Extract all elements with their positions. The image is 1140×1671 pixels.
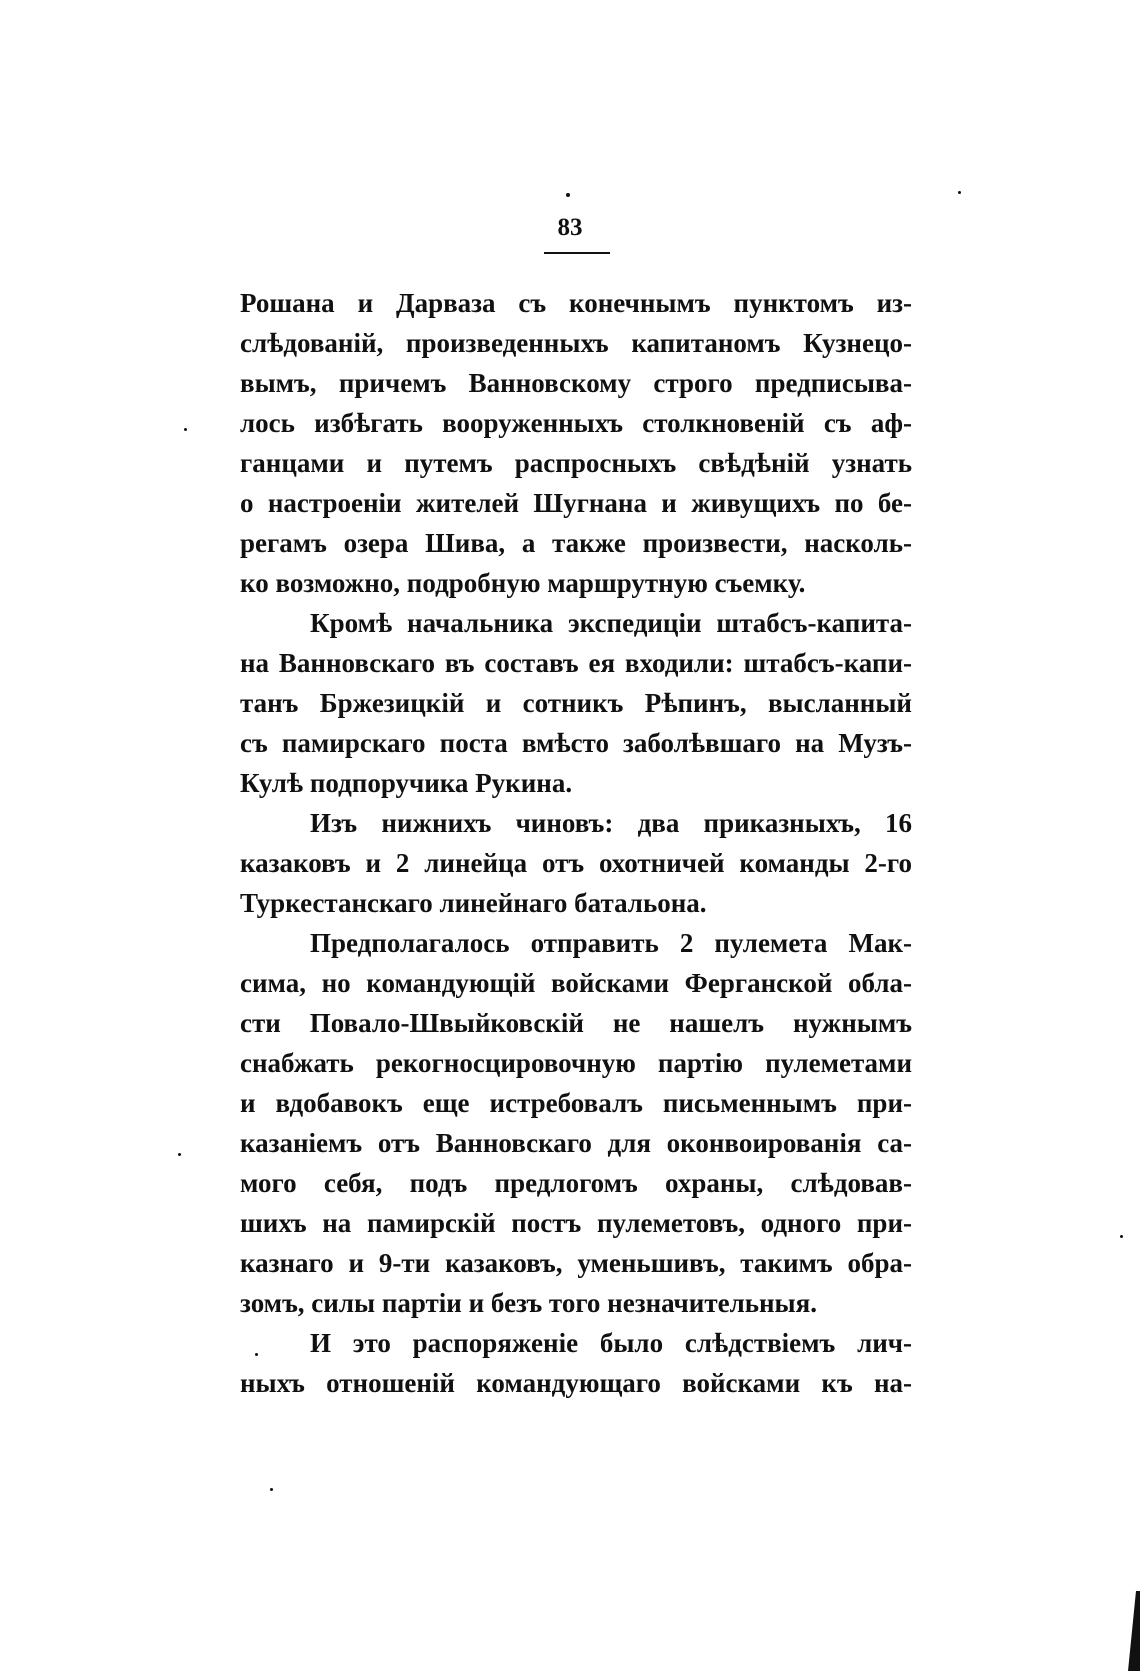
scan-speck <box>958 191 961 194</box>
text-line: И это распоряженіе было слѣдствіемъ лич- <box>310 1328 912 1358</box>
text-line: о настроеніи жителей Шугнана и живущихъ по бе- <box>240 488 912 518</box>
scan-speck <box>566 193 570 197</box>
text-line: ганцами и путемъ распросныхъ свѣдѣній узнать <box>240 448 912 478</box>
text-line: снабжать рекогносцировочную партію пулеметами <box>240 1048 912 1078</box>
page-edge-mark <box>1124 1591 1140 1671</box>
text-line: слѣдованій, произведенныхъ капитаномъ Кузнецо- <box>240 328 912 358</box>
text-line: сти Повало-Швыйковскій не нашелъ нужнымъ <box>240 1008 912 1038</box>
text-line: Кромѣ начальника экспедиціи штабсъ-капита- <box>310 608 912 638</box>
text-line: танъ Бржезицкій и сотникъ Рѣпинъ, высланный <box>240 688 912 718</box>
text-line: лось избѣгать вооруженныхъ столкновеній съ аф- <box>240 408 912 438</box>
paragraph <box>240 803 912 923</box>
text-line: Туркестанскаго линейнаго батальона. <box>240 888 707 918</box>
page-number-rule <box>544 252 610 254</box>
text-line: казаніемъ отъ Ванновскаго для оконвоированія са- <box>240 1128 912 1158</box>
text-line: ныхъ отношеній командующаго войсками къ на- <box>240 1368 912 1398</box>
paragraph <box>240 1323 912 1403</box>
paragraph <box>240 603 912 803</box>
scan-speck <box>255 1353 258 1356</box>
text-line: шихъ на памирскій постъ пулеметовъ, одного при- <box>240 1208 912 1238</box>
text-line: на Ванновскаго въ составъ ея входили: штабсъ-капи- <box>240 648 912 678</box>
body-text <box>240 283 912 1403</box>
scan-speck <box>270 1488 273 1491</box>
text-line: казаковъ и 2 линейца отъ охотничей команды 2-го <box>240 848 912 878</box>
page-number: 83 <box>557 214 583 241</box>
text-line: регамъ озера Шива, а также произвести, насколь- <box>240 528 912 558</box>
scan-speck <box>184 428 187 431</box>
text-line: ко возможно, подробную маршрутную съемку. <box>240 568 806 598</box>
paragraph <box>240 283 912 603</box>
text-line: Изъ нижнихъ чиновъ: два приказныхъ, 16 <box>310 808 912 838</box>
text-line: мого себя, подъ предлогомъ охраны, слѣдовав- <box>240 1168 912 1198</box>
scan-speck <box>1120 1235 1123 1238</box>
text-line: съ памирскаго поста вмѣсто заболѣвшаго на Музъ- <box>240 728 912 758</box>
text-line: и вдобавокъ еще истребовалъ письменнымъ при- <box>240 1088 912 1118</box>
text-line: вымъ, причемъ Ванновскому строго предписыва- <box>240 368 912 398</box>
text-line: Рошана и Дарваза съ конечнымъ пунктомъ из- <box>240 288 912 318</box>
text-line: казнаго и 9-ти казаковъ, уменьшивъ, такимъ обра- <box>240 1248 912 1278</box>
text-line: Предполагалось отправить 2 пулемета Мак- <box>310 928 912 958</box>
text-line: Кулѣ подпоручика Рукина. <box>240 768 573 798</box>
text-line: сима, но командующій войсками Ферганской обла- <box>240 968 912 998</box>
paragraph <box>240 923 912 1323</box>
text-line: зомъ, силы партіи и безъ того незначительныя. <box>240 1288 817 1318</box>
scan-speck <box>178 1153 181 1156</box>
